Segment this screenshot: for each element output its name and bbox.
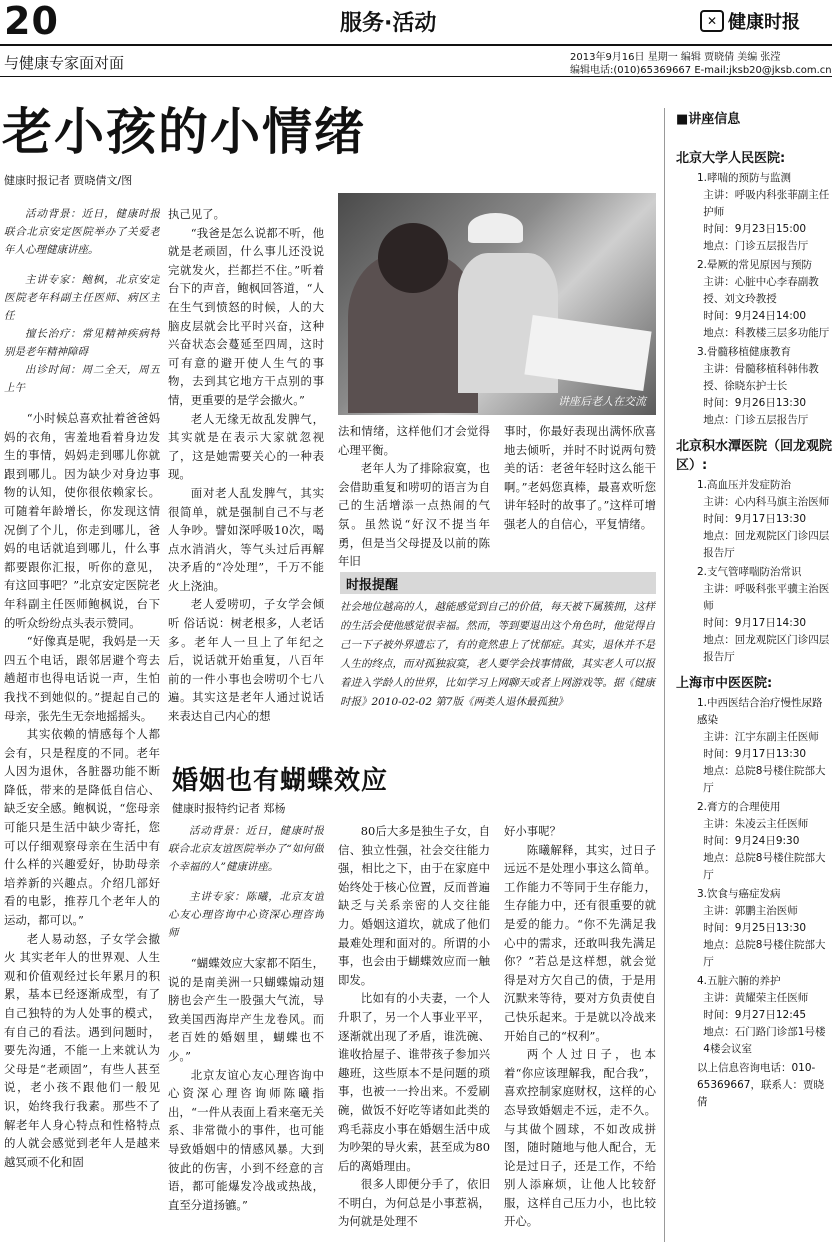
photo-caption: 讲座后老人在交流 (558, 395, 646, 408)
article1-title: 老小孩的小情绪 (2, 102, 366, 161)
hospital-name: 上海市中医医院: (676, 676, 773, 691)
masthead-rule (0, 44, 832, 46)
tip-title: 时报提醒 (340, 572, 656, 594)
paragraph: 比如有的小夫妻，一个人升职了，另一个人事业平平，逐渐就出现了矛盾，谁洗碗、谁收拾屋子、谁带孩子参加兴趣班，这些原本不是问题的琐事，也被一一拎出来。不爱刷碗，做饭不好吃等诸如此类的鸡毛蒜皮小事在婚姻生活中成为吵架的导火索，甚至成为80后的离婚理由。 (338, 991, 490, 1173)
tip-text: 社会地位越高的人，越能感觉到自己的价值，每天被下属簇拥，这样的生活会使他感觉很幸福。然而，等到要退出这个角色时，他觉得自己一下子被外界遗忘了，有的竟然患上了忧郁症。其实，退休并不是人生的终点，而对孤独寂寞，老人要学会找事情做，其实老人可以报着进入学龄人的世界，比如学习上网聊天或者上网游戏等。据《健康时报》2010-02-02 第7版《两类人退休最孤独》 (340, 601, 655, 708)
edition-info: 2013年9月16日 星期一 编辑 贾晓倩 美编 张滢 (570, 52, 781, 63)
paragraph: “好像真是呢，我妈是一天四五个电话，跟邻居避个弯去趟超市也得电话说一声，生怕我找不到她似的。”提起自己的母亲，张先生无奈地摇摇头。 (4, 634, 160, 723)
page-number: 20 (4, 0, 59, 43)
article2-column-3 (504, 822, 656, 1242)
paragraph: “小时候总喜欢扯着爸爸妈妈的衣角，害羞地看着身边发生的事情，妈妈走到哪儿你就跟到哪儿。因为缺少对身边事物的认知，使你很依赖家长。可随着年龄增长，你发现这情况倒了个儿，你走到哪儿，爸妈的电话就追到哪儿，什么事都要跟你汇报，听你的意见，有这回事吧？”北京安定医院老年科副主任医师鲍枫说，台下的听众纷纷点头表示赞同。 (4, 411, 160, 630)
hospital-name: 北京积水潭医院（回龙观院区）: (676, 439, 832, 473)
woman-head (378, 223, 448, 293)
article1-column-3 (338, 422, 490, 570)
paragraph: 其实依赖的情感每个人都会有，只是程度的不同。老年人因为退休，各脏器功能不断降低，带来的是降低自信心、缺乏安全感。鲍枫说，“您母亲可能只是生活中缺少寄托，您可以仔细观察母亲在生活中有什么样的兴趣爱好，协助母亲培养新的兴趣点。介绍几部好看的电影，推荐几个老年人的运动，都可以。” (4, 727, 160, 928)
intro-background: 活动背景：近日，健康时报联合北京友谊医院举办了“如何做个幸福的人”健康讲座。 (168, 825, 324, 873)
sidebar-footer: 以上信息咨询电话：010-65369667，联系人：贾晓倩 (697, 1062, 824, 1108)
column-subtitle: 与健康专家面对面 (4, 54, 125, 72)
lecture-sidebar (676, 108, 832, 1113)
lecture-item: 3.饮食与癌症发病 主讲：郭鹏主治医师 时间：9月25日13:30 地点：总院8号楼住院部大厅 (697, 888, 826, 968)
lecture-item: 3.骨髓移植健康教育 主讲：骨髓移植科韩伟教授、徐晓东护士长 时间：9月26日13:30 地点：门诊五层报告厅 (697, 346, 819, 426)
article2-byline: 健康时报特约记者 郑杨 (172, 802, 286, 815)
paragraph: 老人易动怒，子女学会撤火 其实老年人的世界观、人生观和价值观经过长年累月的积累，基本已经逐渐成型，有了自己独特的为人处事的模式，有自己的看法。遇到问题时，要先沟通，不能一上来就认为父母是“老顽固”，有些人甚至说，老小孩不跟他们一般见识，始终我行我素。那些不了解老年人身心特点和性格特点的人就会感觉到老年人是越来越冥顽不化和固 (4, 931, 160, 1169)
paragraph: 法和情绪，这样他们才会觉得心理平衡。 (338, 424, 490, 457)
paragraph: 陈曦解释，其实，过日子远远不是处理小事这么简单。工作能力不等同于生存能力，生存能力中，还有很重要的就是爱的能力。“你不先满足我心中的需求，还敢叫我先满足你？”若总是这样想，就会觉得是对方欠自己的债，于是用沉默来等待，要对方负责使自己快乐起来。于是就以冷战来开始自己的“权利”。 (504, 842, 656, 1043)
paragraph: “蝴蝶效应大家都不陌生，说的是南美洲一只蝴蝶煽动翅膀也会产生一股强大气流，导致美国西海岸产生龙卷风。而老百姓的婚姻里，蝴蝶也不少。” (168, 956, 324, 1063)
article1-column-2 (168, 205, 324, 760)
article1-byline: 健康时报记者 贾晓倩文/图 (4, 174, 133, 187)
paragraph: 事时，你最好表现出满怀欣喜地去倾听，并时不时说两句赞美的话：老爸年轻时这么能干啊。”老妈您真棒，最喜欢听您讲年轻时的故事了。”这样可增强老人的自信心，平复情绪。 (504, 424, 656, 531)
lecture-item: 2.膏方的合理使用 主讲：朱凌云主任医师 时间：9月24日9:30 地点：总院8号楼住院部大厅 (697, 801, 826, 881)
lecture-item: 1.哮喘的预防与监测 主讲：呼吸内科张菲副主任护师 时间：9月23日15:00 地点：门诊五层报告厅 (697, 172, 830, 252)
intro-clinic-hours: 出诊时间：周二全天，周五上午 (4, 364, 160, 394)
paragraph: 两个人过日子，也本着“你应该理解我，配合我”，喜欢控制家庭财权，这样的心态导致婚姻走不远，走不久。与其做个圆球，不如改成拼图，随时随地与他人配合，无论是过日子，还是工作，不给别人添麻烦，让他人比较舒服，这样自己压力小，也比较开心。 (504, 1047, 656, 1229)
paragraph: 80后大多是独生子女，自信、独立性强，社会交往能力强，相比之下，由于在家庭中始终处于核心位置，反而普遍缺乏与关系亲密的人交往能力。婚姻这道坎，就成了他们最难处理和面对的。所谓的小事，也会由于蝴蝶效应而一触即发。 (338, 824, 490, 987)
article1-column-1 (4, 205, 160, 1242)
section-title: 服务·活动 (340, 11, 437, 36)
paragraph: 老人无缘无故乱发脾气，其实就是在表示大家就忽视了，这是她需要关心的一种表现。 (168, 411, 324, 482)
intro-specialty: 擅长治疗：常见精神疾病特别是老年精神障碍 (4, 328, 160, 358)
header-divider (0, 76, 832, 77)
paragraph: “我爸是怎么说都不听，他就是老顽固，什么事儿还没说完就发火，拦都拦不住。”听着台下的声音，鲍枫回答道，“人在生气到愤怒的时候，人的大脑皮层就会比平时兴奋，这种兴奋状态会蔓延至四周，这时可有意的避开使人生气的事物，去到其它地方干点别的事情，更重要的是学会撤火。” (168, 225, 324, 407)
lecture-photo (338, 193, 656, 415)
hospital-name: 北京大学人民医院: (676, 151, 786, 166)
article2-column-1 (168, 822, 324, 1242)
lecture-item: 2.支气管哮喘防治常识 主讲：呼吸科张平骥主治医师 时间：9月17日14:30 地点：回龙观院区门诊四层报告厅 (697, 566, 830, 663)
article1-intro (4, 205, 160, 397)
article2-column-2 (338, 822, 490, 1242)
brand-name: 健康时报 (728, 12, 800, 33)
paragraph: 好小事呢？ (504, 824, 561, 838)
article1-column-4 (504, 422, 656, 570)
intro-expert: 主讲专家：陈曦，北京友谊心友心理咨询中心资深心理咨询师 (168, 891, 324, 939)
sidebar-heading: ■讲座信息 (676, 112, 741, 127)
intro-background: 活动背景：近日，健康时报联合北京安定医院举办了关爱老年人心理健康讲座。 (4, 208, 160, 256)
paragraph: 老人爱唠叨，子女学会倾听 俗话说：树老根多，人老话多。老年人一旦上了年纪之后，说话就开始重复，八百年前的一件小事也会唠叨个七八遍。其实这是老年人通过说话来表达自己内心的想 (168, 597, 324, 724)
paragraph: 执己见了。 (168, 207, 225, 221)
cap (468, 213, 523, 243)
paragraph: 北京友谊心友心理咨询中心资深心理咨询师陈曦指出，“一件从表面上看来毫无关系、非常微小的事件，也可能导致婚姻中的情感风暴。大到彼此的伤害，小到不经意的言语，都可能爆发冷战或热战，直至分道扬镳。” (168, 1067, 324, 1212)
logo-icon: ✕ (700, 10, 724, 32)
lecture-item: 2.晕厥的常见原因与预防 主讲：心脏中心李春副教授、刘文玲教授 时间：9月24日14:00 地点：科教楼三层多功能厅 (697, 259, 830, 339)
lecture-item: 1.高血压并发症防治 主讲：心内科马旗主治医师 时间：9月17日13:30 地点：回龙观院区门诊四层报告厅 (697, 479, 830, 559)
paragraph: 老年人为了排除寂寞，也会借助重复和唠叨的语言为自己的生活增添一点热闹的气氛。虽然说“好汉不提当年勇，但是当父母提及以前的陈年旧 (338, 461, 490, 569)
article2-title: 婚姻也有蝴蝶效应 (172, 766, 389, 796)
lecture-item: 4.五脏六腑的养护 主讲：黄耀荣主任医师 时间：9月27日12:45 地点：石门路门诊部1号楼4楼会议室 (697, 975, 826, 1055)
contact-info: 编辑电话:(010)65369667 E-mail:jksb20@jksb.com.cn (570, 65, 832, 76)
newspaper-logo (700, 8, 800, 34)
intro-expert: 主讲专家：鲍枫，北京安定医院老年科副主任医师、病区主任 (4, 274, 160, 322)
lecture-item: 1.中西医结合治疗慢性尿路感染 主讲：江宇东副主任医师 时间：9月17日13:30 地点：总院8号楼住院部大厅 (697, 697, 826, 794)
paragraph: 面对老人乱发脾气，其实很简单，就是强制自己不与老人争吵。譬如深呼吸10次，喝点水消消火，等气头过后再解决矛盾的“冷处理”，千万不能火上浇油。 (168, 485, 324, 593)
paragraph: 很多人即便分手了，依旧不明白，为何总是小事惹祸，为何就是处理不 (338, 1177, 490, 1229)
sidebar-divider (664, 108, 665, 1242)
article2-intro (168, 822, 324, 942)
